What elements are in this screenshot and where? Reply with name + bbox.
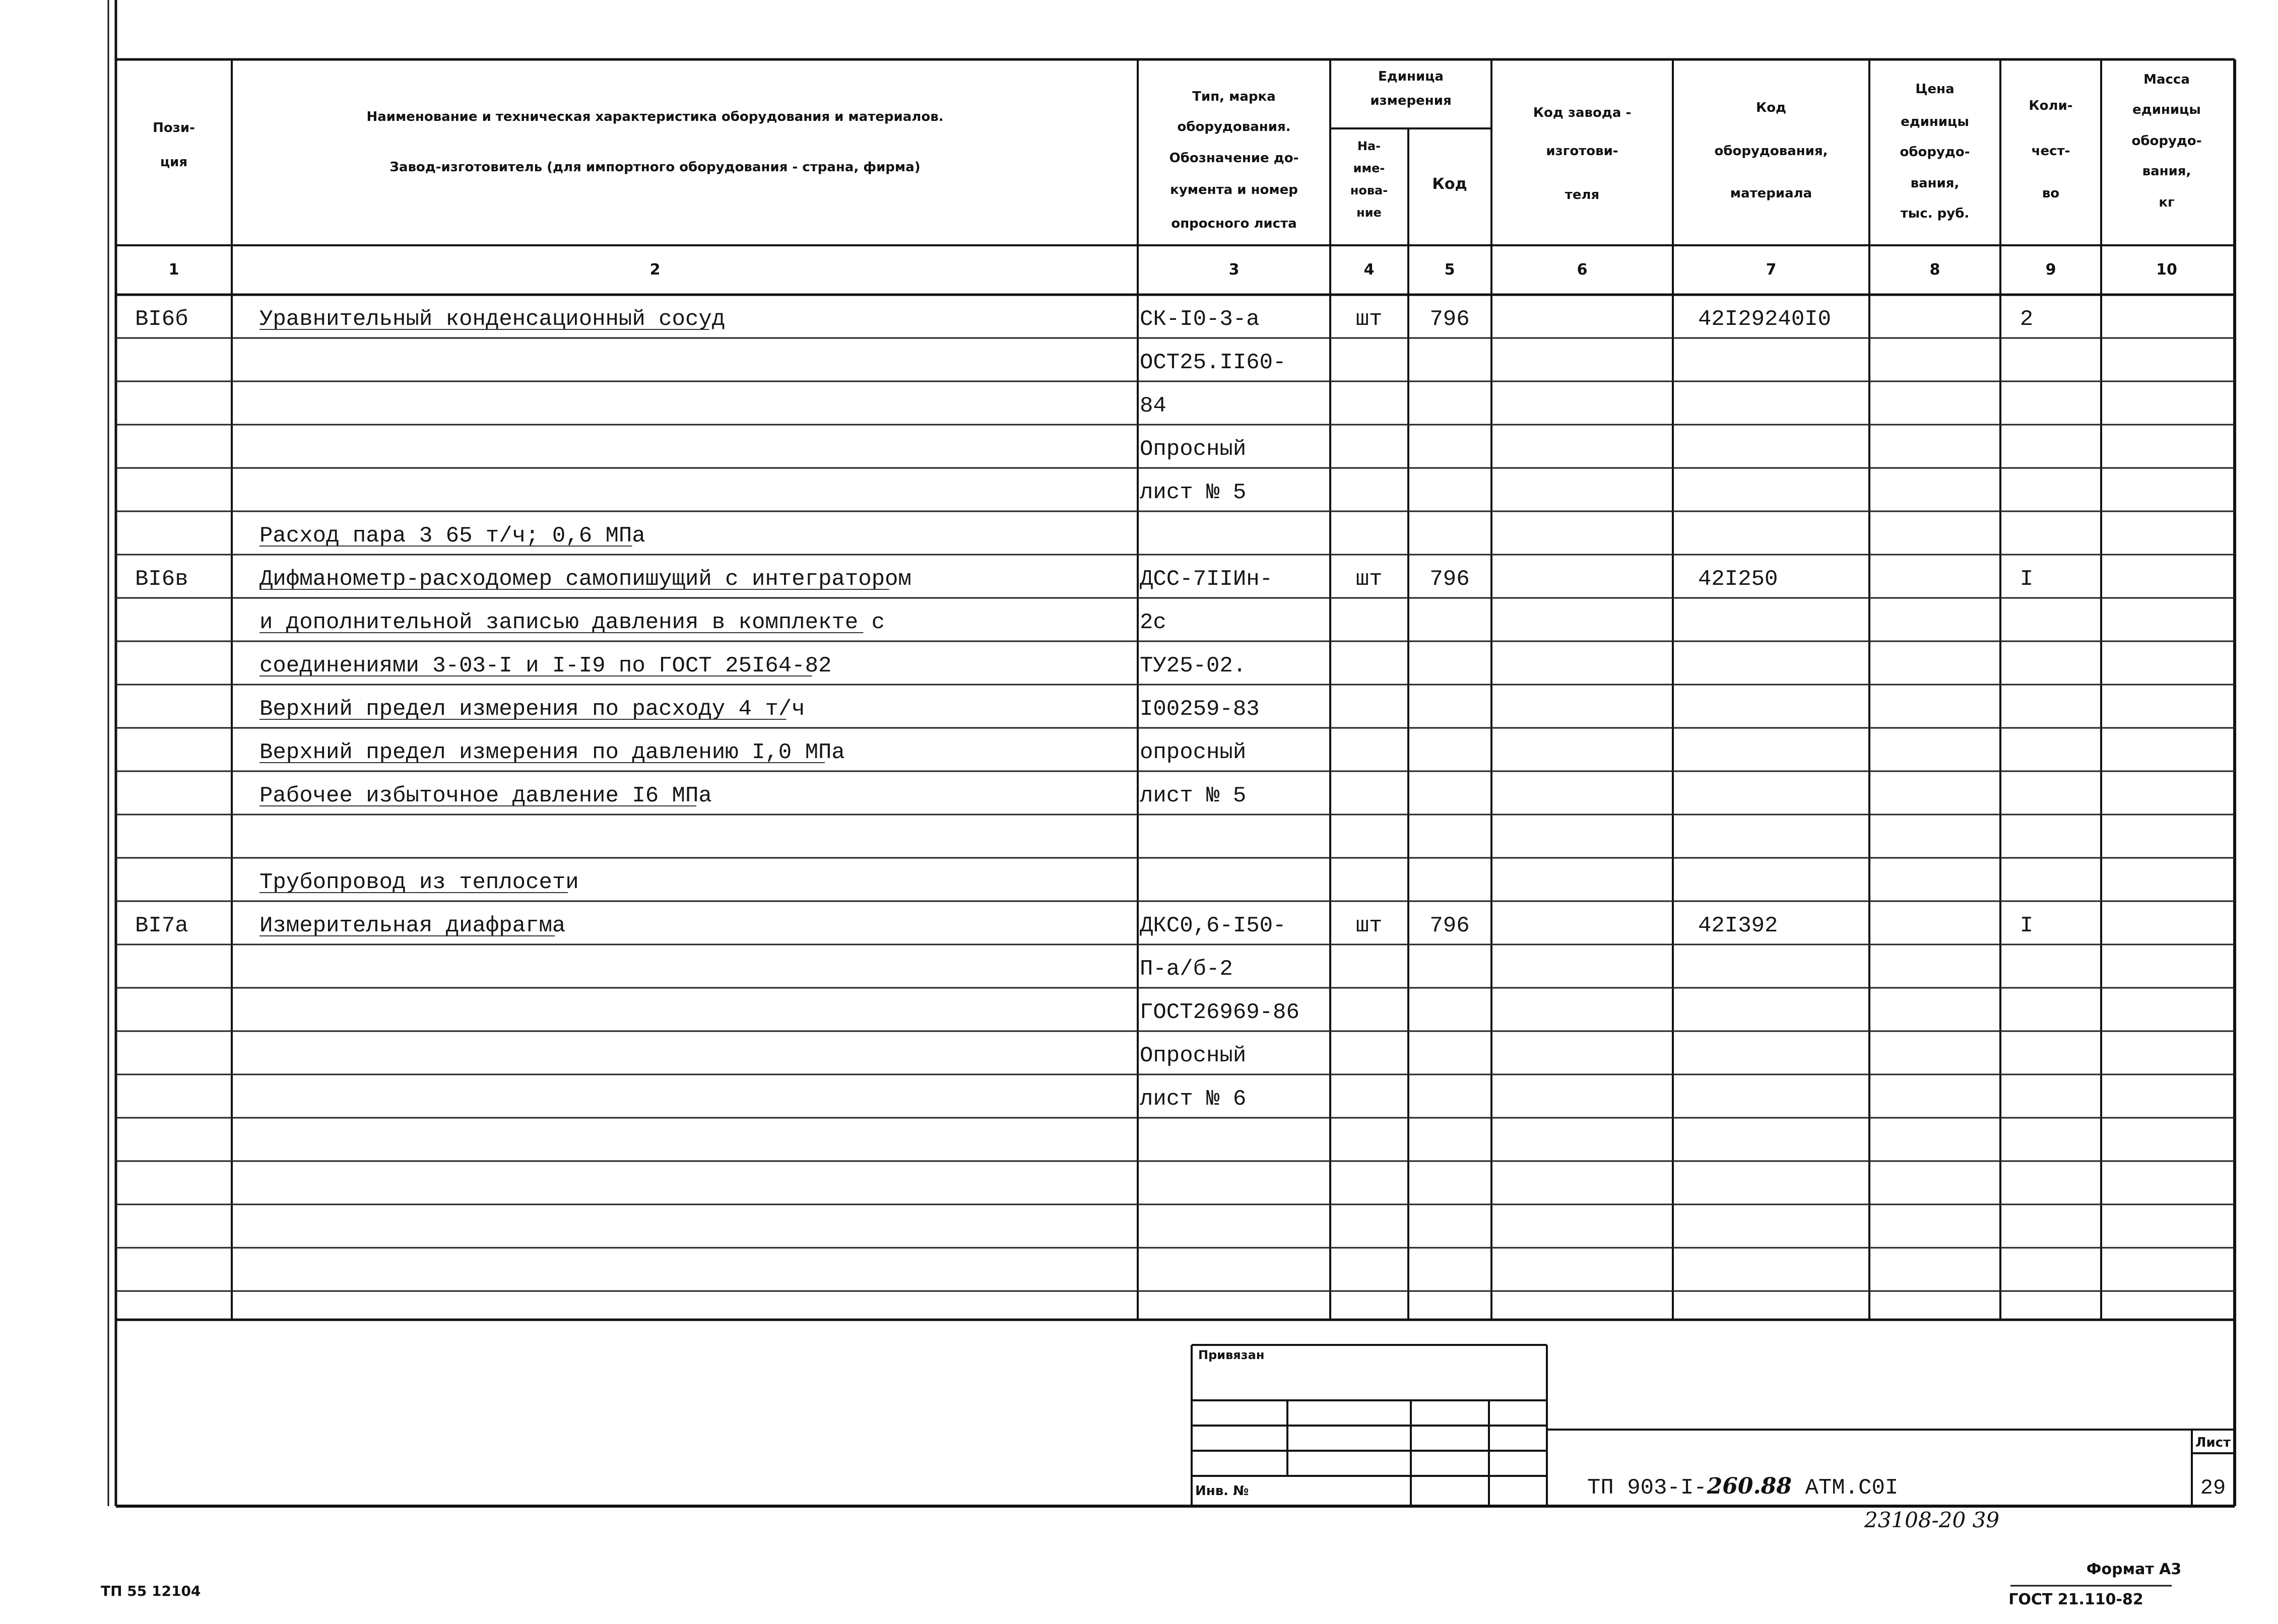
cell-qty: 2 xyxy=(2020,307,2034,332)
cell-pos: BI7а xyxy=(135,913,188,938)
cell-unit: шт xyxy=(1355,913,1383,938)
header-type-line4: кумента и номер xyxy=(1170,182,1298,197)
header-factory-line3: теля xyxy=(1565,187,1600,202)
header-factory-line2: изготови- xyxy=(1546,144,1618,159)
table-header xyxy=(153,69,2201,231)
header-unit-line2: измерения xyxy=(1370,93,1452,108)
header-mass-line3: оборудо- xyxy=(2131,133,2202,149)
cell-type: лист № 5 xyxy=(1140,480,1247,505)
cell-type: I00259-83 xyxy=(1140,697,1260,722)
cell-name: Уравнительный конденсационный сосуд xyxy=(259,307,726,332)
cell-name: и дополнительной записью давления в комплекте с xyxy=(259,610,885,635)
column-lines xyxy=(232,59,2101,1320)
colnum-4: 4 xyxy=(1363,261,1375,279)
cell-name: Дифманометр-расходомер самопишущий с интегратором xyxy=(259,567,912,592)
cell-ucode: 796 xyxy=(1429,307,1470,332)
header-mass-line4: вания, xyxy=(2142,164,2191,179)
cell-code: 42I29240I0 xyxy=(1698,307,1832,332)
cell-name: соединениями 3-03-I и I-I9 по ГОСТ 25I64-82 xyxy=(259,653,832,679)
header-price-line5: тыс. руб. xyxy=(1900,206,1970,221)
cell-unit: шт xyxy=(1355,567,1383,592)
header-mass-line1: Масса xyxy=(2143,72,2190,87)
header-unitname-line4: ние xyxy=(1356,206,1382,220)
header-type-line1: Тип, марка xyxy=(1192,89,1276,104)
colnum-5: 5 xyxy=(1444,261,1455,279)
header-price-line4: вания, xyxy=(1910,176,1960,191)
header-unitname-line3: нова- xyxy=(1350,183,1388,197)
footer-format: Формат А3 xyxy=(2086,1561,2182,1578)
header-type-line2: оборудования. xyxy=(1177,119,1291,134)
cell-type: Опросный xyxy=(1140,1043,1247,1068)
header-unit-line1: Единица xyxy=(1378,69,1444,84)
cell-pos: BI6б xyxy=(135,307,188,332)
colnum-1: 1 xyxy=(168,261,179,279)
colnum-9: 9 xyxy=(2045,261,2056,279)
header-unitname-line1: На- xyxy=(1357,139,1381,153)
header-price-line3: оборудо- xyxy=(1900,145,1970,160)
header-name-line2: Завод-изготовитель (для импортного оборудования - страна, фирма) xyxy=(389,160,921,175)
header-price-line2: единицы xyxy=(1901,114,1969,129)
header-code-line2: оборудования, xyxy=(1714,144,1828,159)
cell-name: Измерительная диафрагма xyxy=(259,913,566,938)
cell-type: 2с xyxy=(1140,610,1166,635)
cell-ucode: 796 xyxy=(1429,913,1470,938)
table-body xyxy=(135,307,2033,1112)
cell-ucode: 796 xyxy=(1429,567,1470,592)
stamp-archive-number: 23108-20 39 xyxy=(1864,1508,2000,1532)
cell-type: лист № 5 xyxy=(1140,783,1247,808)
footer-gost: ГОСТ 21.110-82 xyxy=(2008,1591,2143,1608)
cell-code: 42I250 xyxy=(1698,567,1778,592)
stamp-privyazan: Привязан xyxy=(1198,1348,1265,1362)
cell-type: ТУ25-02. xyxy=(1140,653,1247,679)
colnum-6: 6 xyxy=(1577,261,1588,279)
header-pos-line2: ция xyxy=(160,155,188,170)
stamp-doc-number: ТП 903-I-260.88 АТМ.С0I xyxy=(1587,1473,1899,1501)
cell-type: ГОСТ26969-86 xyxy=(1140,1000,1299,1025)
header-factory-line1: Код завода - xyxy=(1533,105,1632,120)
header-name-line1: Наименование и техническая характеристика оборудования и материалов. xyxy=(366,109,944,124)
header-type-line3: Обозначение до- xyxy=(1169,151,1299,166)
cell-type: опросный xyxy=(1140,740,1247,765)
header-code-line3: материала xyxy=(1730,186,1812,201)
column-numbers xyxy=(169,261,2177,279)
header-qty-line1: Коли- xyxy=(2029,98,2073,113)
footer xyxy=(101,1561,2181,1608)
cell-type: ОСТ25.II60- xyxy=(1140,350,1286,375)
header-price-line1: Цена xyxy=(1915,82,1955,97)
cell-type: Опросный xyxy=(1140,437,1247,462)
header-code-line1: Код xyxy=(1755,100,1787,115)
cell-qty: I xyxy=(2020,567,2034,592)
colnum-10: 10 xyxy=(2156,261,2177,279)
stamp-list-label: Лист xyxy=(2195,1435,2231,1450)
header-unitname-line2: име- xyxy=(1353,161,1385,175)
colnum-7: 7 xyxy=(1766,261,1777,279)
header-pos-line1: Пози- xyxy=(153,120,195,136)
footer-left: ТП 55 12104 xyxy=(101,1583,201,1599)
cell-unit: шт xyxy=(1355,307,1383,332)
header-unitcode: Код xyxy=(1432,175,1467,193)
cell-code: 42I392 xyxy=(1698,913,1778,938)
colnum-8: 8 xyxy=(1929,261,1940,279)
stamp-inv-label: Инв. № xyxy=(1195,1483,1249,1499)
colnum-2: 2 xyxy=(649,261,661,279)
cell-name: Рабочее избыточное давление I6 МПа xyxy=(259,783,712,808)
colnum-3: 3 xyxy=(1228,261,1240,279)
cell-pos: BI6в xyxy=(135,567,188,592)
header-mass-line2: единицы xyxy=(2132,102,2201,117)
cell-type: СК-I0-3-а xyxy=(1140,307,1260,332)
cell-type: 84 xyxy=(1140,393,1166,419)
cell-name: Трубопровод из теплосети xyxy=(259,870,579,895)
cell-name: Верхний предел измерения по расходу 4 т/ч xyxy=(259,697,805,722)
cell-type: лист № 6 xyxy=(1140,1087,1247,1112)
header-qty-line3: во xyxy=(2042,186,2060,201)
header-type-line5: опросного листа xyxy=(1171,216,1297,231)
cell-type: ДСС-7IIИн- xyxy=(1140,567,1273,592)
cell-name: Верхний предел измерения по давлению I,0 МПа xyxy=(259,740,845,765)
header-mass-line5: кг xyxy=(2159,195,2175,210)
header-qty-line2: чест- xyxy=(2031,144,2070,159)
cell-type: ДКС0,6-I50- xyxy=(1140,913,1286,938)
stamp-list-number: 29 xyxy=(2200,1476,2226,1500)
cell-type: П-а/б-2 xyxy=(1140,957,1233,982)
cell-name: Расход пара 3 65 т/ч; 0,6 МПа xyxy=(259,523,645,549)
cell-qty: I xyxy=(2020,913,2034,938)
